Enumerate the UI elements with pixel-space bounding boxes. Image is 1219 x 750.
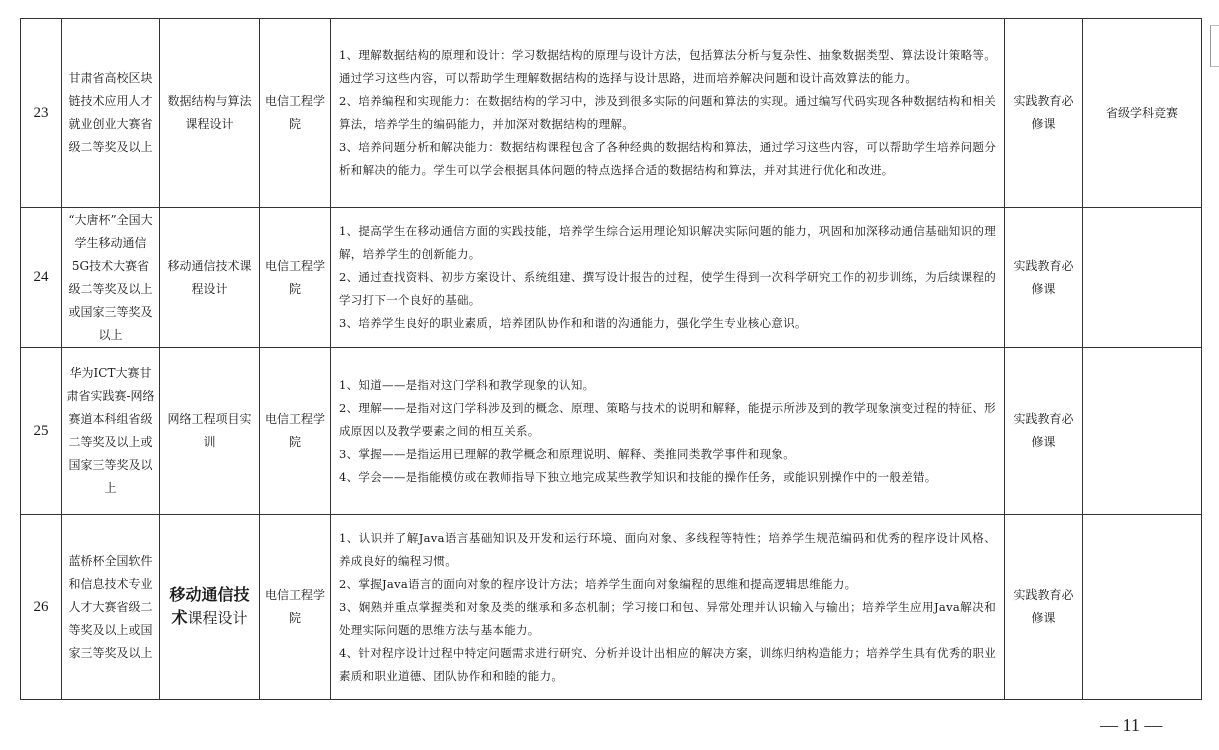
page-edge-mark (1210, 25, 1219, 67)
objective-item: 2、理解——是指对这门学科涉及到的概念、原理、策略与技术的说明和解释，能提示所涉及到的教学现象演变过程的特征、形成原因以及教学要素之间的相互关系。 (339, 400, 996, 438)
objective-item: 1、理解数据结构的原理和设计：学习数据结构的原理与设计方法，包括算法分析与复杂性、抽象数据类型、算法设计策略等。通过学习这些内容，可以帮助学生理解数据结构的选择与设计思路，进而培养解决问题和设计高效算法的能力。 (339, 48, 996, 85)
objective-item: 4、学会——是指能模仿或在教师指导下独立地完成某些教学知识和技能的操作任务，或能识别操作中的一般差错。 (339, 469, 937, 484)
competition-name: 甘肃省高校区块链技术应用人才就业创业大赛省级二等奖及以上 (62, 19, 160, 208)
objective-item: 4、针对程序设计过程中特定问题需求进行研究、分析并设计出相应的解决方案，训练归纳构造能力；培养学生具有优秀的职业素质和职业道德、团队协作和和睦的能力。 (339, 645, 996, 683)
row-number: 25 (21, 348, 62, 515)
course-type: 实践教育必修课 (1005, 348, 1083, 515)
objective-item: 1、知道——是指对这门学科和教学现象的认知。 (339, 377, 595, 392)
course-type: 实践教育必修课 (1005, 208, 1083, 348)
table-row (21, 515, 1202, 700)
college-name: 电信工程学院 (260, 515, 331, 700)
course-type: 实践教育必修课 (1005, 515, 1083, 700)
row-number: 23 (21, 19, 62, 208)
college-name: 电信工程学院 (260, 348, 331, 515)
course-objectives (331, 515, 1005, 700)
objective-item: 2、通过查找资料、初步方案设计、系统组建、撰写设计报告的过程，使学生得到一次科学研究工作的初步训练，为后续课程的学习打下一个良好的基础。 (339, 270, 996, 307)
objective-item: 3、培养学生良好的职业素质，培养团队协作和和谐的沟通能力，强化学生专业核心意识。 (339, 316, 807, 330)
course-type: 实践教育必修课 (1005, 19, 1083, 208)
competition-level: 省级学科竞赛 (1083, 19, 1202, 208)
college-name: 电信工程学院 (260, 208, 331, 348)
course-name-regular: 课程设计 (187, 609, 248, 627)
competition-level (1083, 348, 1202, 515)
table-row (21, 348, 1202, 515)
objective-item: 1、提高学生在移动通信方面的实践技能，培养学生综合运用理论知识解决实际问题的能力，巩固和加深移动通信基础知识的理解，培养学生的创新能力。 (339, 224, 996, 261)
objective-item: 2、培养编程和实现能力：在数据结构的学习中，涉及到很多实际的问题和算法的实现。通过编写代码实现各种数据结构和相关算法，培养学生的编码能力，并加深对数据结构的理解。 (339, 94, 996, 131)
competition-level (1083, 208, 1202, 348)
objective-item: 3、掌握——是指运用已理解的教学概念和原理说明、解释、类推同类教学事件和现象。 (339, 446, 796, 461)
competition-level (1083, 515, 1202, 700)
table-row (21, 19, 1202, 208)
course-objectives (331, 348, 1005, 515)
row-number: 24 (21, 208, 62, 348)
objective-item: 2、掌握Java语言的面向对象的程序设计方法；培养学生面向对象编程的思维和提高逻辑思维能力。 (339, 576, 857, 591)
competition-name: “大唐杯”全国大学生移动通信5G技术大赛省级二等奖及以上或国家三等奖及以上 (62, 208, 160, 348)
course-name: 网络工程项目实训 (160, 348, 260, 515)
objective-item: 1、认识并了解Java语言基础知识及开发和运行环境、面向对象、多线程等特性；培养学生规范编码和优秀的程序设计风格、养成良好的编程习惯。 (339, 530, 996, 568)
course-objectives (331, 208, 1005, 348)
competition-name: 蓝桥杯全国软件和信息技术专业人才大赛省级二等奖及以上或国家三等奖及以上 (62, 515, 160, 700)
objective-item: 3、娴熟并重点掌握类和对象及类的继承和多态机制；学习接口和包、异常处理并认识输入与输出；培养学生应用Java解决和处理实际问题的思维方法与基本能力。 (339, 599, 996, 637)
course-name: 移动通信技术课程设计 (160, 208, 260, 348)
course-name-bold: 移动通信技术 (169, 585, 250, 627)
course-name (160, 515, 260, 700)
objective-item: 3、培养问题分析和解决能力：数据结构课程包含了各种经典的数据结构和算法，通过学习这些内容，可以帮助学生培养问题分析和解决的能力。学生可以学会根据具体问题的特点选择合适的数据结构和算法，并对其进行优化和改进。 (339, 140, 996, 177)
course-objectives (331, 19, 1005, 208)
course-name: 数据结构与算法课程设计 (160, 19, 260, 208)
page-number: — 11 — (1100, 715, 1163, 735)
course-competition-table (20, 18, 1202, 700)
table-row (21, 208, 1202, 348)
competition-name: 华为ICT大赛甘肃省实践赛-网络赛道本科组省级二等奖及以上或国家三等奖及以上 (62, 348, 160, 515)
college-name: 电信工程学院 (260, 19, 331, 208)
row-number: 26 (21, 515, 62, 700)
